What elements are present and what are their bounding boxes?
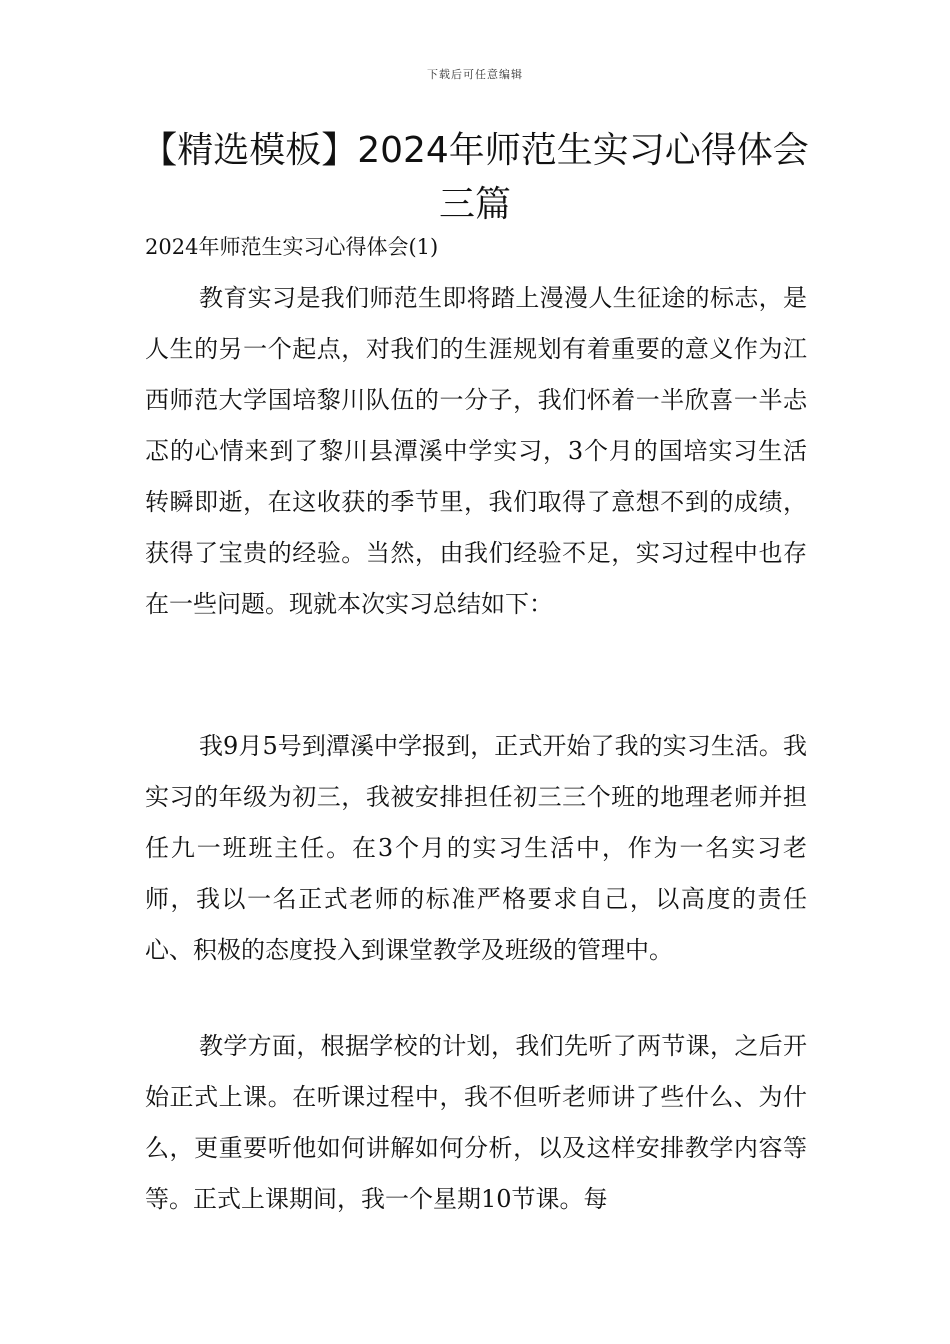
section-heading: 2024年师范生实习心得体会(1) <box>145 235 439 259</box>
paragraph-report: 我9月5号到潭溪中学报到，正式开始了我的实习生活。我实习的年级为初三，我被安排担任初三三个班的地理老师并担任九一班班主任。在3个月的实习生活中，作为一名实习老师，我以一名正式老师的标准严格要求自己，以高度的责任心、积极的态度投入到课堂教学及班级的管理中。 <box>145 732 807 964</box>
paragraph-intro: 教育实习是我们师范生即将踏上漫漫人生征途的标志，是人生的另一个起点，对我们的生涯规划有着重要的意义作为江西师范大学国培黎川队伍的一分子，我们怀着一半欣喜一半忐忑的心情来到了黎川县潭溪中学实习，3个月的国培实习生活转瞬即逝，在这收获的季节里，我们取得了意想不到的成绩，获得了宝贵的经验。当然，由我们经验不足，实习过程中也存在一些问题。现就本次实习总结如下： <box>145 284 807 618</box>
document-title: 【精选模板】2024年师范生实习心得体会三篇 <box>141 130 809 225</box>
paragraph-teaching: 教学方面，根据学校的计划，我们先听了两节课，之后开始正式上课。在听课过程中，我不但听老师讲了些什么、为什么，更重要听他如何讲解如何分析，以及这样安排教学内容等等。正式上课期间，我一个星期10节课。每 <box>145 1032 807 1213</box>
header-note: 下载后可任意编辑 <box>427 68 523 81</box>
